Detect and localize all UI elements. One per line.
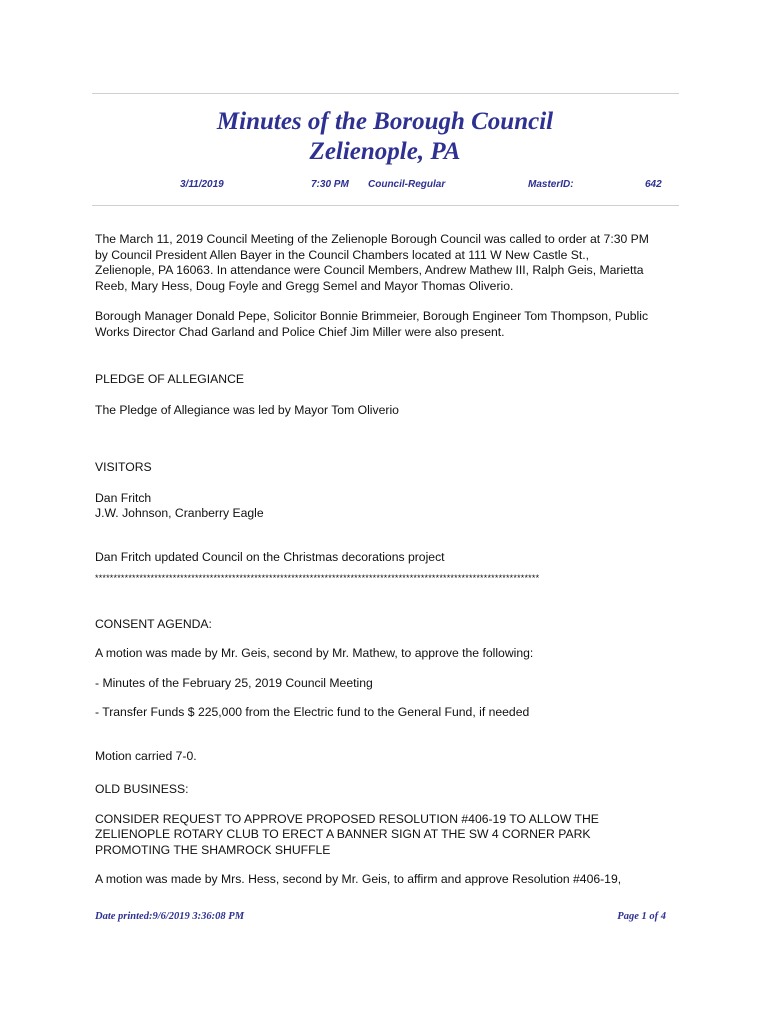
old-business-heading: OLD BUSINESS:: [95, 782, 189, 796]
consent-item: - Minutes of the February 25, 2019 Council Meeting: [95, 675, 373, 690]
visitors-text: Dan Fritch updated Council on the Christmas decorations project: [95, 549, 445, 564]
minutes-body: [95, 232, 675, 888]
meeting-type: Council-Regular: [368, 179, 446, 190]
pledge-text: The Pledge of Allegiance was led by Mayor Tom Oliverio: [95, 402, 399, 417]
document-subtitle: Zelienople, PA: [309, 138, 461, 165]
master-id-label: MasterID:: [528, 179, 574, 190]
old-business-motion: A motion was made by Mrs. Hess, second by Mr. Geis, to affirm and approve Resolution #406-19,: [95, 872, 622, 886]
consent-item: - Transfer Funds $ 225,000 from the Electric fund to the General Fund, if needed: [95, 705, 530, 719]
consent-agenda-heading: CONSENT AGENDA:: [95, 616, 212, 631]
staff-paragraph: Borough Manager Donald Pepe, Solicitor Bonnie Brimmeier, Borough Engineer Tom Thompson, Public Works Director Chad Garland and Police Chief Jim Miller were also present.: [95, 309, 649, 339]
consent-result: Motion carried 7-0.: [95, 748, 197, 763]
date-printed: Date printed:9/6/2019 3:36:08 PM: [95, 911, 245, 922]
consent-motion: A motion was made by Mr. Geis, second by Mr. Mathew, to approve the following:: [95, 646, 534, 660]
header-top-rule: [92, 93, 679, 94]
intro-paragraph: The March 11, 2019 Council Meeting of the Zelienople Borough Council was called to order at 7:30 PM by Council President Allen Bayer in the Council Chambers located at 111 W New Castle St., Zelienople, PA 16063. In attendance were Council Members, Andrew Mathew III, Ralph Geis, Marietta Reeb, Mary Hess, Doug Foyle and Gregg Semel and Mayor Thomas Oliverio.: [95, 232, 649, 293]
master-id-value: 642: [645, 179, 662, 190]
old-business-item: CONSIDER REQUEST TO APPROVE PROPOSED RESOLUTION #406-19 TO ALLOW THE ZELIENOPLE ROTARY CLUB TO ERECT A BANNER SIGN AT THE SW 4 CORNER PARK PROMOTING THE SHAMROCK SHUFFLE: [95, 811, 599, 857]
page-number: Page 1 of 4: [617, 911, 666, 922]
visitors-list: Dan Fritch J.W. Johnson, Cranberry Eagle: [95, 490, 264, 520]
meeting-date: 3/11/2019: [180, 179, 224, 190]
section-separator: ************************************************************************************************************************: [95, 573, 540, 583]
pledge-heading: PLEDGE OF ALLEGIANCE: [95, 372, 245, 386]
header-bottom-rule: [92, 205, 679, 206]
visitors-heading: VISITORS: [95, 460, 152, 474]
document-title: Minutes of the Borough Council: [216, 108, 554, 135]
meeting-time: 7:30 PM: [311, 179, 349, 190]
